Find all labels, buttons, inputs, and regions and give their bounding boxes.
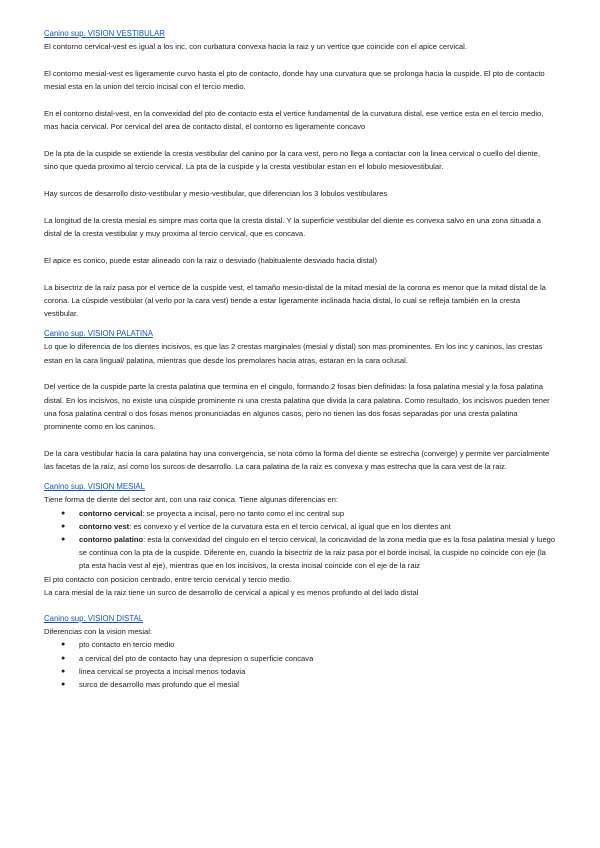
- section-heading-link[interactable]: Canino sup. VISION DISTAL: [44, 614, 144, 624]
- bullet-icon: ●: [61, 509, 66, 517]
- list-item: [61, 520, 556, 533]
- section-heading-link[interactable]: Canino sup. VISION PALATINA: [44, 329, 153, 339]
- paragraph: La cara mesial de la raiz tiene un surco de desarrollo de cervical a apical y es menos profundo al del lado distal: [44, 587, 419, 597]
- bullet-term: contorno cervical: [79, 508, 143, 518]
- section-vision-vestibular: [44, 27, 556, 320]
- bullet-text: pto contacto en tercio medio: [79, 640, 175, 650]
- paragraph: El pto contacto con posicion centrado, entre tercio cervical y tercio medio.: [44, 574, 292, 584]
- bullet-icon: ●: [61, 667, 66, 675]
- bullet-list: [44, 638, 556, 691]
- bullet-icon: ●: [61, 522, 66, 530]
- paragraph: Del vertice de la cuspide parte la cresta palatina que termina en el cingulo, formando 2 fosas bien definidas: la fosa palatina mesial y la fosa palatina distal. En los incisivos, no existe una cúspide prominente ni una cresta palatina que divida la cara palatina. Como resultado, los incisivos pueden tener una fosa palatina central o dos fosas menos pronunciadas en algunos casos, pero no tienen las dos fosas separadas por una cresta palatina prominente como en los caninos.: [44, 382, 550, 432]
- paragraph: Tiene forma de diente del sector ant, con una raiz conica. Tiene algunas diferencias en:: [44, 495, 338, 505]
- bullet-text: : esta la convexidad del cingulo en el tercio cervical, la concavidad de la zona media que es la fosa palatina mesial y luego se continua con la pta de la cuspide. Diferente en, cuando la bisectriz de la raiz pasa por el borde incisal, la cuspide no coincide con eje (la pta esta hacia vest al eje), mientras que en los incisivos, la cresta incisal coincide con el eje de la raiz: [79, 535, 556, 571]
- paragraph: Diferencias con la vision mesial:: [44, 627, 153, 637]
- paragraph: En el contorno distal-vest, en la convexidad del pto de contacto esta el vertice fundamental de la curvatura distal, ese vertice esta en el tercio medio, mas hacia cervical. Por cervical del area de contacto distal, el contorno es ligeramente concavo: [44, 109, 544, 132]
- paragraph: De la pta de la cuspide se extiende la cresta vestibular del canino por la cara vest, pero no llega a contactar con la linea cervical o cuello del diente, sino que queda proximo al tercio cervical. La pta de la cuspide y la cresta vestibular estan en el lobulo mesiovestibular.: [44, 149, 540, 172]
- paragraph: El apice es conico, puede estar alineado con la raiz o desviado (habitualente desviado hacia distal): [44, 255, 378, 265]
- paragraph: El contorno cervical-vest es igual a los inc, con curbatura convexa hacia la raiz y un vertice que coincide con el apice cervical.: [44, 42, 467, 52]
- paragraph: Lo que lo diferencia de los dientes incisivos, es que las 2 crestas marginales (mesial y distal) son mas prominentes. En los inc y caninos, las crestas estan en la cara lingual/ palatina, mientras que desde los premolares hacia atras, estaran en la cara oclusal.: [44, 342, 543, 365]
- bullet-icon: ●: [61, 681, 66, 689]
- list-item: [61, 665, 556, 678]
- bullet-icon: ●: [61, 654, 66, 662]
- list-item: [61, 652, 556, 665]
- bullet-icon: ●: [61, 641, 66, 649]
- bullet-text: : es convexo y el vertice de la curvatura esta en el tercio cervical, al igual que en los dientes ant: [129, 521, 451, 531]
- section-vision-distal: [44, 612, 556, 691]
- bullet-term: contorno palatino: [79, 535, 144, 545]
- section-heading-link[interactable]: Canino sup. VISION MESIAL: [44, 482, 145, 492]
- paragraph: Hay surcos de desarrollo disto-vestibular y mesio-vestibular, que diferencian los 3 lobulos vestibulares: [44, 189, 388, 198]
- bullet-icon: ●: [61, 536, 66, 544]
- bullet-term: contorno vest: [79, 521, 130, 531]
- list-item: [61, 638, 556, 651]
- list-item: [61, 678, 556, 691]
- bullet-text: surco de desarrollo mas profundo que el mesial: [79, 680, 239, 690]
- bullet-text: linea cervical se proyecta a incisal menos todavia: [79, 666, 246, 676]
- list-item: [61, 533, 556, 573]
- bullet-text: a cervical del pto de contacto hay una depresion o superficie concava: [79, 653, 314, 663]
- section-vision-mesial: [44, 480, 556, 599]
- list-item: [61, 507, 556, 520]
- section-heading-link[interactable]: Canino sup. VISION VESTIBULAR: [44, 29, 165, 38]
- paragraph: La longitud de la cresta mesial es simpre mas corta que la cresta distal. Y la superficie vestibular del diente es convexa salvo en una zona situada a distal de la cresta vestibular y muy proxima al tercio cervical, que es concava.: [44, 215, 541, 238]
- paragraph: El contorno mesial-vest es ligeramente curvo hasta el pto de contacto, donde hay una curvatura que se prolonga hacia la cuspide. El pto de contacto mesial esta en la union del tercio incisal con el tercio medio.: [44, 69, 545, 92]
- bullet-text: : se proyecta a incisal, pero no tanto como el inc central sup: [142, 508, 345, 518]
- paragraph: La bisectriz de la raíz pasa por el vertice de la cuspide vest, el tamaño mesio-distal de la mitad mesial de la corona es menor que la mitad distal de la corona. La cúspide vestibular (al verlo por la cara vest) tiende a estar ligeramente inclinada hacia distal, lo cual se refleja también en la cresta vestibular.: [44, 282, 546, 318]
- section-vision-palatina: [44, 327, 556, 473]
- bullet-list: [44, 507, 556, 573]
- paragraph: De la cara vestibular hacia la cara palatina hay una convergencia, se nota cómo la forma del diente se estrecha (converge) y permite ver parcialmente las facetas de la raíz, así como los surcos de desarrollo. La cara palatina de la raiz es convexa y mas estrecha que la cara vest de la raiz.: [44, 448, 550, 472]
